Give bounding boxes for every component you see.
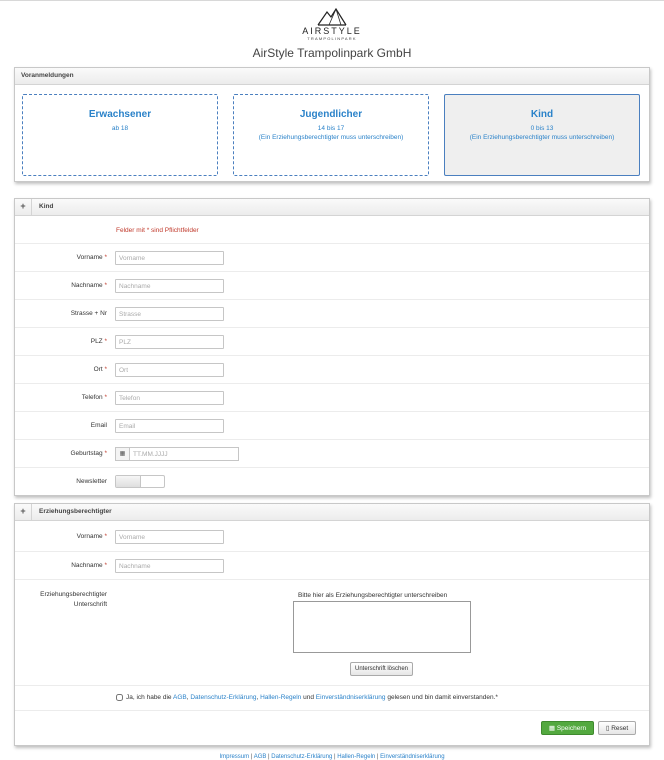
consent-label: Ja, ich habe die AGB, Datenschutz-Erklärung, Hallen-Regeln und Einverständniserklärung gelesen und bin damit einverstanden.* xyxy=(116,694,498,701)
save-button[interactable]: ▦ Speichern xyxy=(541,721,594,735)
form-row-email xyxy=(15,411,649,440)
category-child[interactable] xyxy=(444,94,640,176)
form-row-newsletter xyxy=(15,467,649,496)
form-row-geburtstag xyxy=(15,439,649,468)
category-child-title: Kind xyxy=(530,109,554,120)
guardian-row-vorname xyxy=(15,523,649,551)
category-youth-note: (Ein Erziehungsberechtigter muss unterschreiben) xyxy=(258,134,404,141)
geburtstag-label: Geburtstag * xyxy=(70,450,107,457)
child-collapse-toggle[interactable]: + xyxy=(15,199,32,215)
child-panel-header xyxy=(15,199,649,216)
guardian-collapse-toggle[interactable]: + xyxy=(15,504,32,520)
newsletter-label: Newsletter xyxy=(76,478,107,485)
footer-einverstaendnis-link[interactable]: Einverständniserklärung xyxy=(380,754,445,760)
ort-label: Ort * xyxy=(93,366,107,373)
logo xyxy=(292,6,372,46)
category-youth[interactable] xyxy=(233,94,429,176)
consent-checkbox[interactable] xyxy=(116,694,123,701)
clear-signature-button[interactable]: Unterschrift löschen xyxy=(350,662,413,676)
footer-agb-link[interactable]: AGB xyxy=(253,754,267,760)
category-child-note: (Ein Erziehungsberechtigter muss unterschreiben) xyxy=(469,134,615,141)
child-panel-title: Kind xyxy=(39,203,54,210)
registrations-title: Voranmeldungen xyxy=(21,72,74,79)
trash-icon: ▯ xyxy=(605,725,610,732)
child-telefon-input[interactable] xyxy=(115,391,224,405)
signature-pad[interactable] xyxy=(293,601,471,653)
category-child-age: 0 bis 13 xyxy=(530,125,554,132)
form-row-nachname xyxy=(15,271,649,300)
child-birthday-input[interactable] xyxy=(130,448,242,460)
einverstaendnis-link[interactable]: Einverständniserklärung xyxy=(315,694,386,702)
datenschutz-link[interactable]: Datenschutz-Erklärung xyxy=(190,694,257,702)
child-vorname-input[interactable] xyxy=(115,251,224,265)
footer-impressum-link[interactable]: Impressum xyxy=(219,754,250,760)
company-name: AirStyle Trampolinpark GmbH xyxy=(252,46,412,60)
agb-link[interactable]: AGB xyxy=(173,694,187,702)
guardian-row-consent xyxy=(15,685,649,711)
required-hint: Felder mit * sind Pflichtfelder xyxy=(116,227,199,234)
footer-hallenregeln-link[interactable]: Hallen-Regeln xyxy=(337,754,376,760)
plz-label: PLZ * xyxy=(90,338,107,345)
guardian-row-actions xyxy=(15,710,649,746)
form-row-plz xyxy=(15,327,649,356)
guardian-row-signature xyxy=(15,579,649,686)
hallen-regeln-link[interactable]: Hallen-Regeln xyxy=(260,694,302,702)
logo-subtitle: TRAMPOLINPARK xyxy=(307,36,357,41)
child-plz-input[interactable] xyxy=(115,335,224,349)
top-border xyxy=(0,0,664,1)
category-adult[interactable] xyxy=(22,94,218,176)
child-email-input[interactable] xyxy=(115,419,224,433)
birthday-field xyxy=(115,447,239,461)
guardian-nachname-label: Nachname * xyxy=(71,562,107,569)
newsletter-toggle-knob xyxy=(116,476,141,487)
calendar-icon[interactable]: ▦ xyxy=(116,448,130,460)
guardian-panel-title: Erziehungsberechtigter xyxy=(39,508,112,515)
guardian-row-nachname xyxy=(15,551,649,580)
registrations-panel xyxy=(14,67,650,182)
signature-caption: Bitte hier als Erziehungsberechtigter unterschreiben xyxy=(298,592,448,599)
child-nachname-input[interactable] xyxy=(115,279,224,293)
form-row-ort xyxy=(15,355,649,384)
child-ort-input[interactable] xyxy=(115,363,224,377)
reset-button[interactable]: ▯ Reset xyxy=(598,721,636,735)
guardian-nachname-input[interactable] xyxy=(115,559,224,573)
guardian-panel-header xyxy=(15,504,649,521)
newsletter-toggle[interactable] xyxy=(115,475,165,488)
logo-wordmark: AIRSTYLE xyxy=(302,26,362,36)
form-row-vorname xyxy=(15,243,649,272)
registrations-header xyxy=(15,68,649,85)
form-row-strasse xyxy=(15,299,649,328)
category-youth-title: Jugendlicher xyxy=(299,109,363,120)
child-panel xyxy=(14,198,650,496)
vorname-label: Vorname * xyxy=(76,254,107,261)
nachname-label: Nachname * xyxy=(71,282,107,289)
guardian-panel xyxy=(14,503,650,746)
footer-datenschutz-link[interactable]: Datenschutz-Erklärung xyxy=(271,754,333,760)
category-youth-age: 14 bis 17 xyxy=(317,125,345,132)
form-row-telefon xyxy=(15,383,649,412)
footer-links: Impressum | AGB | Datenschutz-Erklärung | Hallen-Regeln | Einverständniserklärung xyxy=(219,754,445,760)
guardian-vorname-label: Vorname * xyxy=(76,533,107,540)
signature-label: Erziehungsberechtigter Unterschrift xyxy=(40,591,107,608)
strasse-label: Strasse + Nr xyxy=(70,310,107,317)
category-adult-title: Erwachsener xyxy=(88,109,152,120)
child-strasse-input[interactable] xyxy=(115,307,224,321)
mountain-logo-icon xyxy=(317,6,347,26)
email-label: Email xyxy=(90,422,107,429)
telefon-label: Telefon * xyxy=(81,394,107,401)
save-icon: ▦ xyxy=(548,725,556,732)
category-adult-age: ab 18 xyxy=(111,125,129,132)
guardian-vorname-input[interactable] xyxy=(115,530,224,544)
